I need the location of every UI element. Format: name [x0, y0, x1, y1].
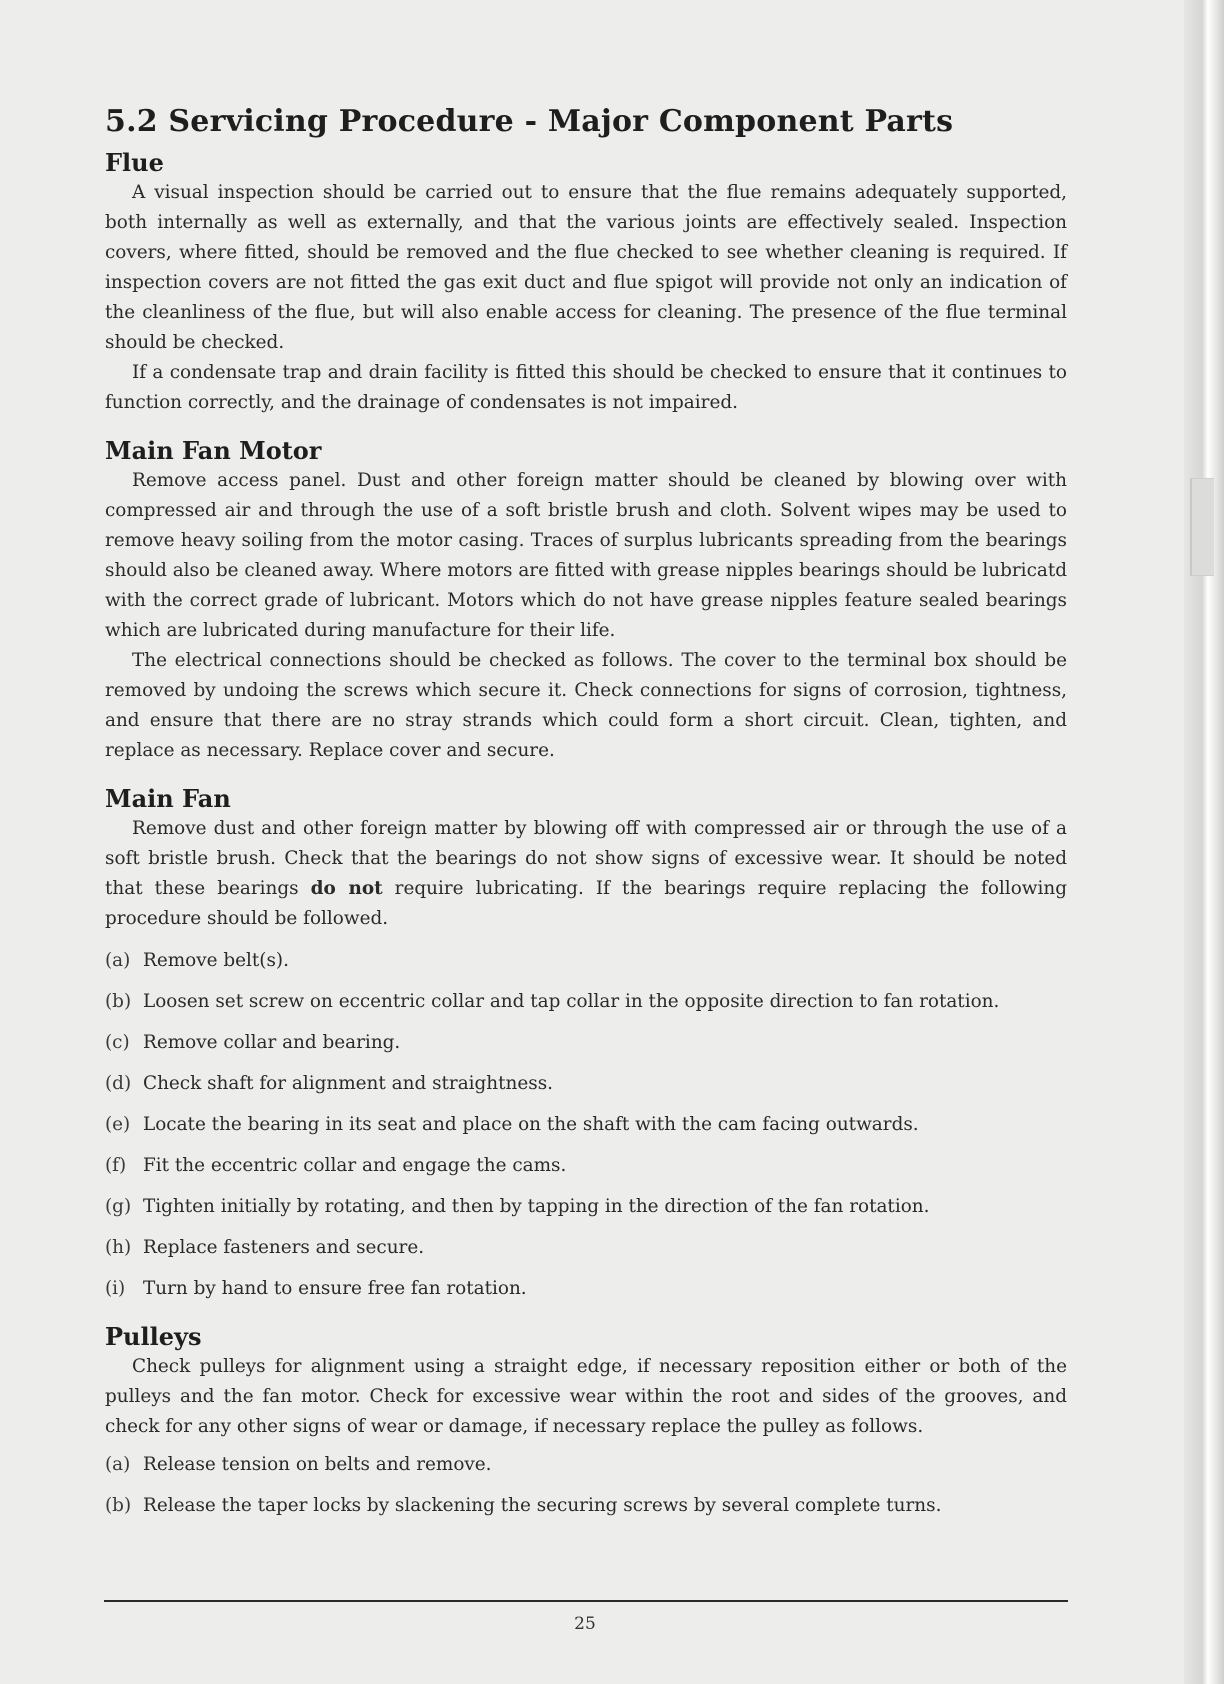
list-label: (a) — [105, 950, 131, 971]
section-heading-main-fan: Main Fan — [105, 784, 231, 813]
pulley-replacement-steps — [105, 1450, 1067, 1521]
list-item — [105, 1151, 1067, 1181]
list-text: Loosen set screw on eccentric collar and tap collar in the opposite direction to fan rotation. — [143, 991, 1000, 1012]
list-text: Fit the eccentric collar and engage the cams. — [143, 1155, 567, 1176]
list-text: Release the taper locks by slackening the securing screws by several complete turns. — [143, 1495, 942, 1516]
footer-rule — [104, 1600, 1068, 1602]
bearing-replacement-steps — [105, 946, 1067, 1304]
list-label: (f) — [105, 1155, 127, 1176]
list-item — [105, 946, 1067, 976]
section-flue — [105, 148, 1067, 418]
list-label: (a) — [105, 1454, 131, 1475]
text-run: require lubricating. If the bearings require replacing the following procedure should be followed. — [105, 878, 1068, 929]
list-item — [105, 987, 1067, 1017]
list-label: (b) — [105, 991, 132, 1012]
list-label: (i) — [105, 1278, 126, 1299]
list-item — [105, 1110, 1067, 1140]
section-pulleys — [105, 1322, 1067, 1521]
paragraph: A visual inspection should be carried out to ensure that the flue remains adequately supported, both internally as well as externally, and that the various joints are effectively sealed. Inspection covers, where fitted, should be removed and the flue checked to see whether cleaning is required. If inspection covers are not fitted the gas exit duct and flue spigot will provide not only an indication of the cleanliness of the flue, but will also enable access for cleaning. The presence of the flue terminal should be checked. — [105, 182, 1067, 353]
list-item — [105, 1450, 1067, 1480]
section-heading-main-fan-motor: Main Fan Motor — [105, 436, 322, 465]
list-label: (b) — [105, 1495, 132, 1516]
list-item — [105, 1192, 1067, 1222]
page-title: 5.2 Servicing Procedure - Major Component Parts — [105, 104, 954, 139]
paragraph: If a condensate trap and drain facility is fitted this should be checked to ensure that it continues to function correctly, and the drainage of condensates is not impaired. — [105, 362, 1067, 413]
section-main-fan-motor — [105, 436, 1067, 766]
list-label: (c) — [105, 1032, 130, 1053]
bold-emphasis: do not — [310, 878, 383, 899]
page-number: 25 — [574, 1614, 596, 1634]
list-text: Remove collar and bearing. — [143, 1032, 401, 1053]
text-run: Remove dust and other foreign matter by blowing off with compressed air or through the use of a soft bristle brush. Check that the bearings do not show signs of excessive wear. It should be noted that these bearings — [105, 818, 1067, 899]
list-item — [105, 1028, 1067, 1058]
list-text: Check shaft for alignment and straightness. — [143, 1073, 553, 1094]
list-item — [105, 1491, 1067, 1521]
list-item — [105, 1274, 1067, 1304]
list-text: Turn by hand to ensure free fan rotation. — [143, 1278, 527, 1299]
paragraph: Check pulleys for alignment using a straight edge, if necessary reposition either or both of the pulleys and the fan motor. Check for excessive wear within the root and sides of the grooves, and check for any other signs of wear or damage, if necessary replace the pulley as follows. — [105, 1356, 1067, 1437]
list-label: (d) — [105, 1073, 132, 1094]
section-main-fan — [105, 784, 1067, 1304]
paragraph — [105, 814, 1067, 934]
list-text: Locate the bearing in its seat and place on the shaft with the cam facing outwards. — [143, 1114, 919, 1135]
list-text: Remove belt(s). — [143, 950, 289, 971]
page-tab-marker — [1190, 478, 1214, 576]
paragraph: The electrical connections should be checked as follows. The cover to the terminal box should be removed by undoing the screws which secure it. Check connections for signs of corrosion, tightness, and ensure that there are no stray strands which could form a short circuit. Clean, tighten, and replace as necessary. Replace cover and secure. — [105, 650, 1067, 761]
list-item — [105, 1233, 1067, 1263]
list-item — [105, 1069, 1067, 1099]
page-content — [105, 102, 1067, 1521]
page-edge — [1184, 0, 1224, 1684]
list-text: Tighten initially by rotating, and then by tapping in the direction of the fan rotation. — [143, 1196, 930, 1217]
list-text: Replace fasteners and secure. — [143, 1237, 425, 1258]
section-heading-flue: Flue — [105, 148, 164, 177]
list-label: (h) — [105, 1237, 132, 1258]
paragraph: Remove access panel. Dust and other foreign matter should be cleaned by blowing over with compressed air and through the use of a soft bristle brush and cloth. Solvent wipes may be used to remove heavy soiling from the motor casing. Traces of surplus lubricants spreading from the bearings should also be cleaned away. Where motors are fitted with grease nipples bearings should be lubricatd with the correct grade of lubricant. Motors which do not have grease nipples feature sealed bearings which are lubricated during manufacture for their life. — [105, 470, 1067, 641]
list-text: Release tension on belts and remove. — [143, 1454, 492, 1475]
list-label: (g) — [105, 1196, 132, 1217]
list-label: (e) — [105, 1114, 131, 1135]
section-heading-pulleys: Pulleys — [105, 1322, 202, 1351]
